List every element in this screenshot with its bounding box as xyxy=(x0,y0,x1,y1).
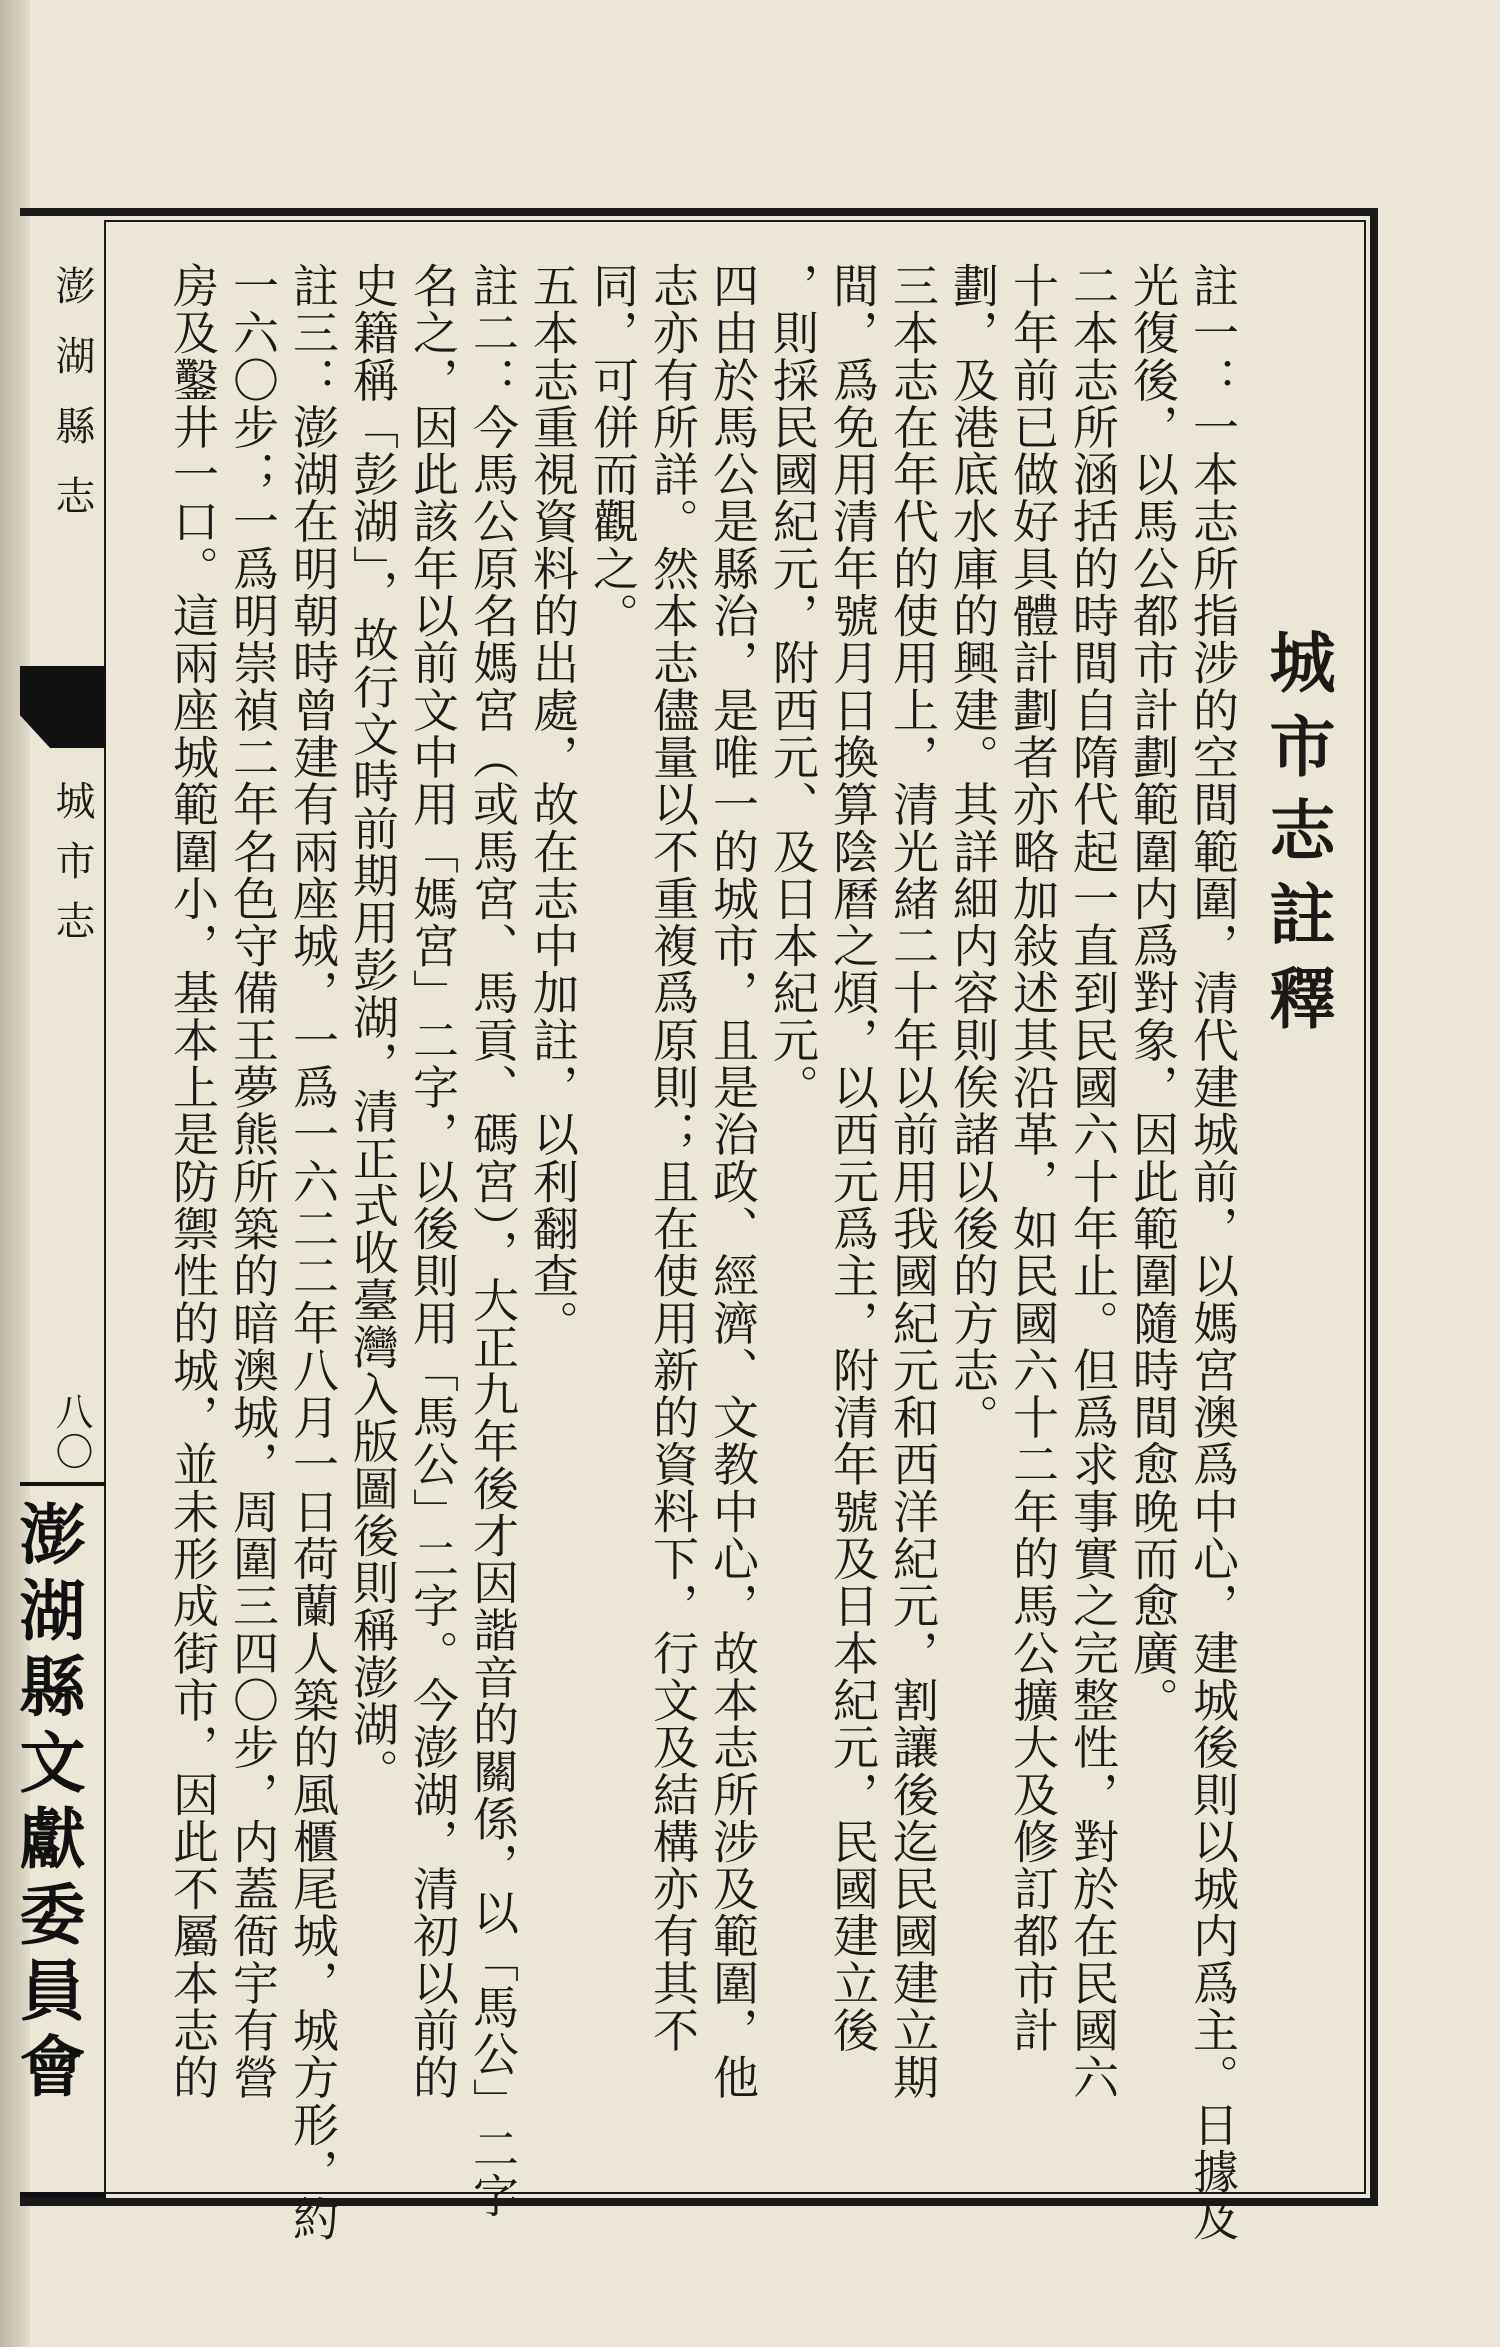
publisher-name: 澎湖縣文獻委員會 xyxy=(8,1500,86,2108)
text-line: 志亦有所詳。然本志儘量以不重複爲原則；且在使用新的資料下，行文及結構亦有其不 xyxy=(646,262,700,2054)
chapter-heading: 城市志註釋 xyxy=(1258,628,1336,1048)
margin-rule xyxy=(20,1482,106,1486)
text-line: 光復後，以馬公都市計劃範圍内爲對象，因此範圍隨時間愈晚而愈廣。 xyxy=(1126,262,1180,1724)
text-line: 房及鑿井一口。這兩座城範圍小，基本上是防禦性的城，並未形成街市，因此不屬本志的 xyxy=(166,262,220,2101)
text-line: ，則採民國紀元，附西元、及日本紀元。 xyxy=(766,262,820,1111)
text-line: 三本志在年代的使用上，清光緒二十年以前用我國紀元和西洋紀元，割讓後迄民國建立期 xyxy=(886,262,940,2101)
text-line: 二本志所涵括的時間自隋代起一直到民國六十年止。但爲求事實之完整性，對於在民國六 xyxy=(1066,262,1120,2101)
margin-book-title: 澎湖縣志 xyxy=(49,265,95,545)
text-line: 註一：一本志所指涉的空間範圍，清代建城前，以媽宮澳爲中心，建城後則以城内爲主。日據及 xyxy=(1186,262,1240,2243)
text-line: 註三：澎湖在明朝時曾建有兩座城，一爲一六二二年八月一日荷蘭人築的風櫃尾城，城方形，約 xyxy=(286,262,340,2243)
text-line: 註二：今馬公原名媽宮（或馬宮、馬貢、碼宮），大正九年後才因諧音的關係，以「馬公」二字 xyxy=(466,262,520,2220)
text-line: 五本志重視資料的出處，故在志中加註，以利翻查。 xyxy=(526,262,580,1347)
margin-rule-bottom xyxy=(20,2192,106,2198)
body-text xyxy=(160,262,1240,2243)
text-line: 史籍稱「彭湖」，故行文時前期用彭湖，清正式收臺灣入版圖後則稱澎湖。 xyxy=(346,262,400,1795)
page-number: 八〇 xyxy=(49,1392,93,1472)
text-line: 劃，及港底水庫的興建。其詳細内容則俟諸以後的方志。 xyxy=(946,262,1000,1441)
text-line: 間，爲免用清年號月日換算陰曆之煩，以西元爲主，附清年號及日本紀元，民國建立後 xyxy=(826,262,880,2054)
text-line: 名之，因此該年以前文中用「媽宮」二字，以後則用「馬公」二字。今澎湖，清初以前的 xyxy=(406,262,460,2101)
text-line: 一六〇步；一爲明崇禎二年名色守備王夢熊所築的暗澳城，周圍三四〇步，内蓋衙宇有營 xyxy=(226,262,280,2101)
text-line: 同，可併而觀之。 xyxy=(586,262,640,640)
text-line: 十年前已做好具體計劃者亦略加敍述其沿革，如民國六十二年的馬公擴大及修訂都市計 xyxy=(1006,262,1060,2054)
margin-section-title: 城市志 xyxy=(49,780,95,960)
text-line: 四由於馬公是縣治，是唯一的城市，且是治政、經濟、文教中心，故本志所涉及範圍，他 xyxy=(706,262,760,2101)
